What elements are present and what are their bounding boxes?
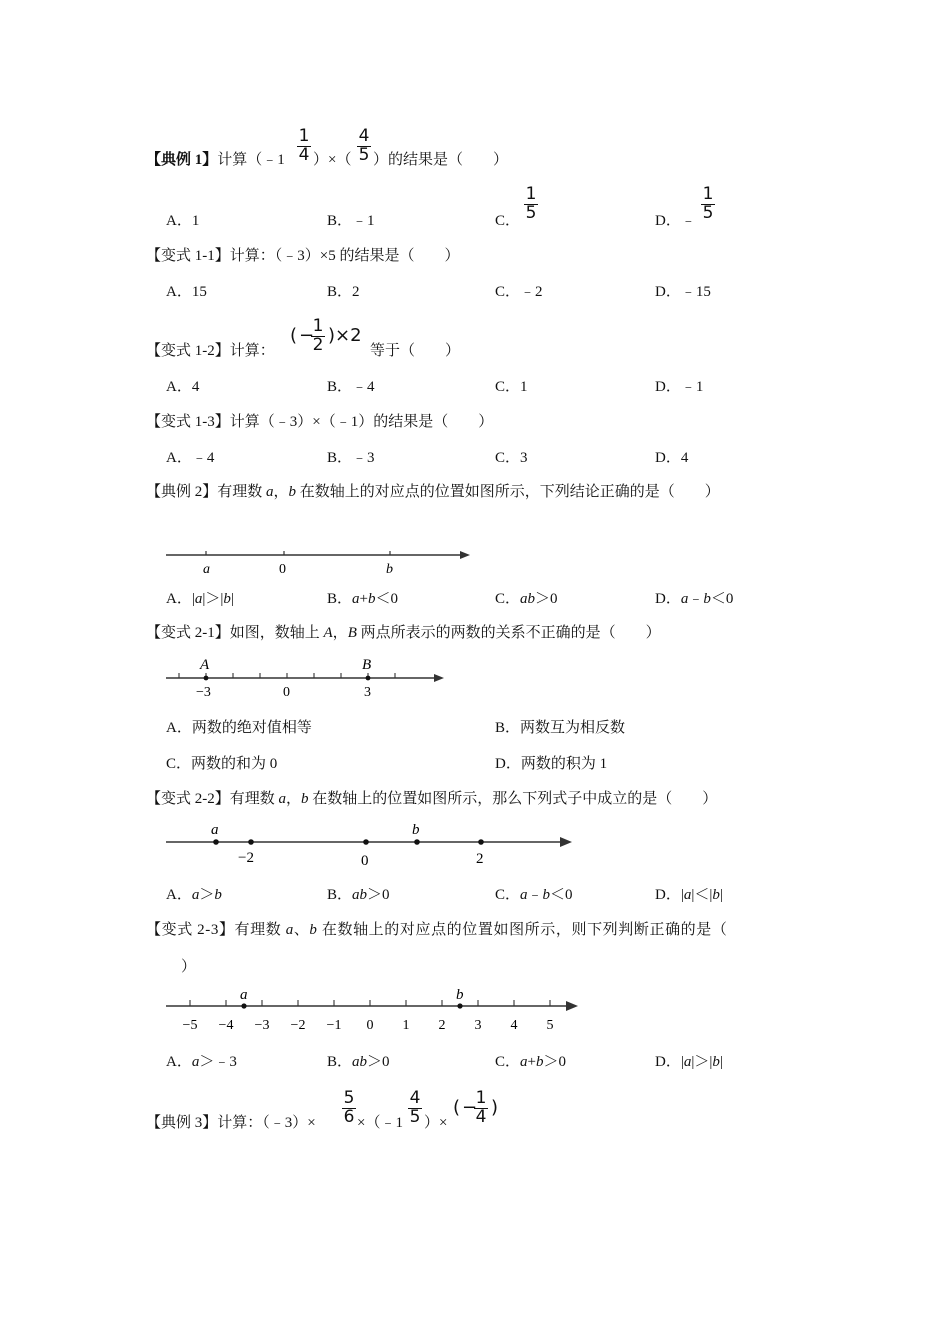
axis-tick-label: −1 [326,1018,342,1033]
option-d[interactable]: D．两数的积为 1 [495,756,608,772]
axis-tick-label: −2 [290,1018,306,1033]
option-d[interactable]: D．﹣15 [655,284,711,300]
fraction-4-5: 4 5 [409,1088,421,1127]
option-d[interactable]: D．|a|＞|b| [655,1054,723,1070]
option-a[interactable]: A．﹣4 [166,450,215,466]
point-b [414,839,420,845]
option-a[interactable]: A．|a|＞|b| [166,591,234,607]
axis-tick-label: −3 [254,1018,270,1033]
point-0 [363,839,369,845]
option-d[interactable]: D．|a|＜|b| [655,887,723,903]
number-line-figure [160,543,480,579]
paren-left: ( [453,1097,461,1118]
fraction-option-c: 1 5 [525,184,537,223]
option-a[interactable]: A．4 [166,379,200,395]
option-b[interactable]: B．﹣3 [327,450,375,466]
tick-label-0: 0 [361,853,369,869]
axis-ticks [179,673,395,678]
question-text-post: 等于（ ） [370,343,461,359]
point-label-b: b [456,987,464,1003]
paren-left: ( [290,325,298,346]
tick-label-neg3: −3 [196,685,211,700]
paren-right-times-2: )×2 [328,325,362,346]
option-b[interactable]: B．ab＞0 [327,887,390,903]
question-text: 【变式 2-2】有理数 a，b 在数轴上的位置如图所示，那么下列式子中成立的是（ ） [146,791,718,807]
axis-arrow [566,1001,578,1011]
point-label-A: A [200,657,210,673]
point-2 [478,839,484,845]
point-a [241,1003,246,1008]
option-a[interactable]: A．15 [166,284,207,300]
option-a[interactable]: A．a＞﹣3 [166,1054,237,1070]
number-line-figure [160,654,460,700]
option-c[interactable]: C．3 [495,450,528,466]
option-b[interactable]: B．2 [327,284,360,300]
option-d[interactable]: D．a﹣b＜0 [655,591,734,607]
option-b[interactable]: B．﹣4 [327,379,375,395]
option-d[interactable]: D．4 [655,450,689,466]
option-c[interactable]: C．a+b＞0 [495,1054,566,1070]
option-c[interactable]: C．1 [495,379,528,395]
option-b[interactable]: B．ab＞0 [327,1054,390,1070]
axis-tick-label: 1 [402,1018,410,1033]
option-d[interactable]: D．﹣ [655,213,696,229]
axis-tick-labels [183,1018,554,1033]
question-text-post: ）× [424,1115,448,1131]
option-b[interactable]: B．a+b＜0 [327,591,398,607]
question-text: 【变式 2-3】有理数 a、b 在数轴上的对应点的位置如图所示，则下列判断正确的是（ [146,922,728,938]
option-c[interactable]: C．a﹣b＜0 [495,887,573,903]
axis-arrow [560,837,572,847]
question-text-mid: ×（﹣1 [357,1115,403,1131]
point-B [366,676,371,681]
point-neg2 [248,839,254,845]
paren-right: ) [491,1097,499,1118]
question-text: 【典例 2】有理数 a，b 在数轴上的对应点的位置如图所示，下列结论正确的是（ ） [146,484,720,500]
question-text-mid: ）×（ [313,152,352,168]
fraction-1-2: 1 2 [312,316,324,355]
question-text-pre: 【变式 1-2】计算： [146,343,275,359]
fraction-4-5: 4 5 [358,126,370,165]
tick-label-3: 3 [364,685,371,700]
point-label-B: B [362,657,372,673]
option-a[interactable]: A．两数的绝对值相等 [166,720,312,736]
question-label: 【典例 1】 [146,152,218,168]
axis-tick-label: 4 [510,1018,518,1033]
option-a[interactable]: A．a＞b [166,887,222,903]
axis-tick-label: −5 [182,1018,198,1033]
axis-tick-label: 2 [438,1018,446,1033]
minus-sign: − [299,325,315,346]
question-text-post: ）的结果是（ ） [373,152,509,168]
point-label-a: a [211,822,219,838]
minus-sign: − [462,1097,478,1118]
axis-label-zero: 0 [279,562,286,577]
axis-label-a: a [203,562,210,577]
question-text-cont: ） [181,959,197,975]
fraction-1-4: 1 4 [298,126,310,165]
axis-arrow [460,551,470,559]
option-a[interactable]: A．1 [166,213,200,229]
number-line-figure [160,986,590,1036]
option-d[interactable]: D．﹣1 [655,379,704,395]
axis-tick-label: 3 [474,1018,482,1033]
point-b [457,1003,462,1008]
point-label-a: a [240,987,248,1003]
tick-label-neg2: −2 [238,850,254,866]
question-text: 【变式 1-1】计算：（﹣3）×5 的结果是（ ） [146,248,460,264]
axis-label-b: b [386,562,393,577]
question-text: 【变式 1-3】计算（﹣3）×（﹣1）的结果是（ ） [146,414,494,430]
axis-arrow [434,674,444,682]
option-b[interactable]: B．两数互为相反数 [495,720,626,736]
tick-label-2: 2 [476,851,484,867]
point-a [213,839,219,845]
number-line-figure [160,818,580,870]
tick-label-0: 0 [283,685,290,700]
fraction-1-4: 1 4 [475,1088,487,1127]
option-c[interactable]: C．ab＞0 [495,591,558,607]
question-text-pre: 计算（﹣1 [217,152,285,168]
axis-tick-label: 5 [546,1018,554,1033]
option-c[interactable]: C．﹣2 [495,284,543,300]
point-label-b: b [412,822,420,838]
question-text: 【变式 2-1】如图，数轴上 A，B 两点所表示的两数的关系不正确的是（ ） [146,625,661,641]
question-text-pre: 【典例 3】计算：（﹣3）× [146,1115,316,1131]
axis-tick-label: −4 [218,1018,234,1033]
fraction-option-d: 1 5 [702,184,714,223]
option-c[interactable]: C． [495,213,521,229]
option-b[interactable]: B．﹣1 [327,213,375,229]
fraction-5-6: 5 6 [343,1088,355,1127]
point-A [204,676,209,681]
option-c[interactable]: C．两数的和为 0 [166,756,278,772]
axis-tick-label: 0 [366,1018,374,1033]
